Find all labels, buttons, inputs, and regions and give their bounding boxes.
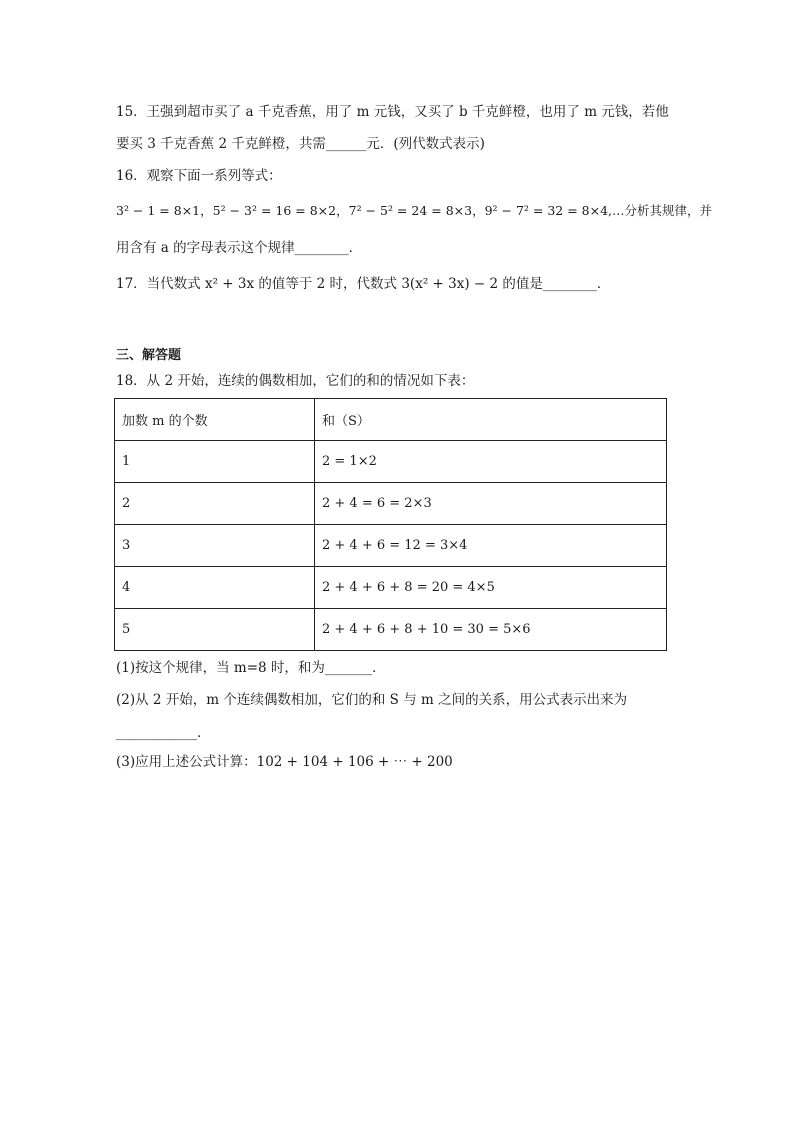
q18-sub-3: (3)应用上述公式计算：102 + 104 + 106 + ⋯ + 200 [116, 754, 453, 770]
table-cell-sum: 2 = 1×2 [315, 441, 667, 483]
q16-line-1: 16．观察下面一系列等式： [116, 168, 282, 184]
table-cell-sum: 2 + 4 + 6 + 8 + 10 = 30 = 5×6 [315, 609, 667, 651]
table-header-row [115, 399, 667, 441]
table-cell-count: 4 [115, 567, 315, 609]
sum-table [114, 398, 667, 651]
table-row [115, 483, 667, 525]
table-row [115, 441, 667, 483]
q18-intro: 18．从 2 开始，连续的偶数相加，它们的和的情况如下表： [116, 373, 475, 389]
table-cell-sum: 2 + 4 = 6 = 2×3 [315, 483, 667, 525]
table-header-count: 加数 m 的个数 [115, 399, 315, 441]
q15-line-2: 要买 3 千克香蕉 2 千克鲜橙，共需______元．(列代数式表示) [116, 136, 485, 152]
table-cell-count: 3 [115, 525, 315, 567]
q18-sub-2b: ____________． [116, 725, 211, 741]
table-header-sum: 和（S） [315, 399, 667, 441]
table-cell-count: 2 [115, 483, 315, 525]
table-cell-count: 1 [115, 441, 315, 483]
table-row [115, 609, 667, 651]
table-row [115, 525, 667, 567]
table-cell-sum: 2 + 4 + 6 = 12 = 3×4 [315, 525, 667, 567]
table-row [115, 567, 667, 609]
table-cell-sum: 2 + 4 + 6 + 8 = 20 = 4×5 [315, 567, 667, 609]
q18-sub-2a: (2)从 2 开始，m 个连续偶数相加，它们的和 S 与 m 之间的关系，用公式表示出来为 [116, 692, 628, 708]
q17-line-1: 17．当代数式 x² + 3x 的值等于 2 时，代数式 3(x² + 3x) − 2 的值是________． [116, 276, 611, 292]
q18-sub-1: (1)按这个规律，当 m=8 时，和为_______． [116, 660, 386, 676]
q16-line-3: 用含有 a 的字母表示这个规律________． [116, 240, 363, 256]
section-title: 三、解答题 [116, 348, 182, 363]
q16-equations: 3² − 1 = 8×1，5² − 3² = 16 = 8×2，7² − 5² = 24 = 8×3，9² − 7² = 32 = 8×4,…分析其规律，并 [116, 203, 713, 218]
q15-line-1: 15．王强到超市买了 a 千克香蕉，用了 m 元钱，又买了 b 千克鲜橙，也用了 m 元钱，若他 [116, 104, 669, 120]
table-cell-count: 5 [115, 609, 315, 651]
